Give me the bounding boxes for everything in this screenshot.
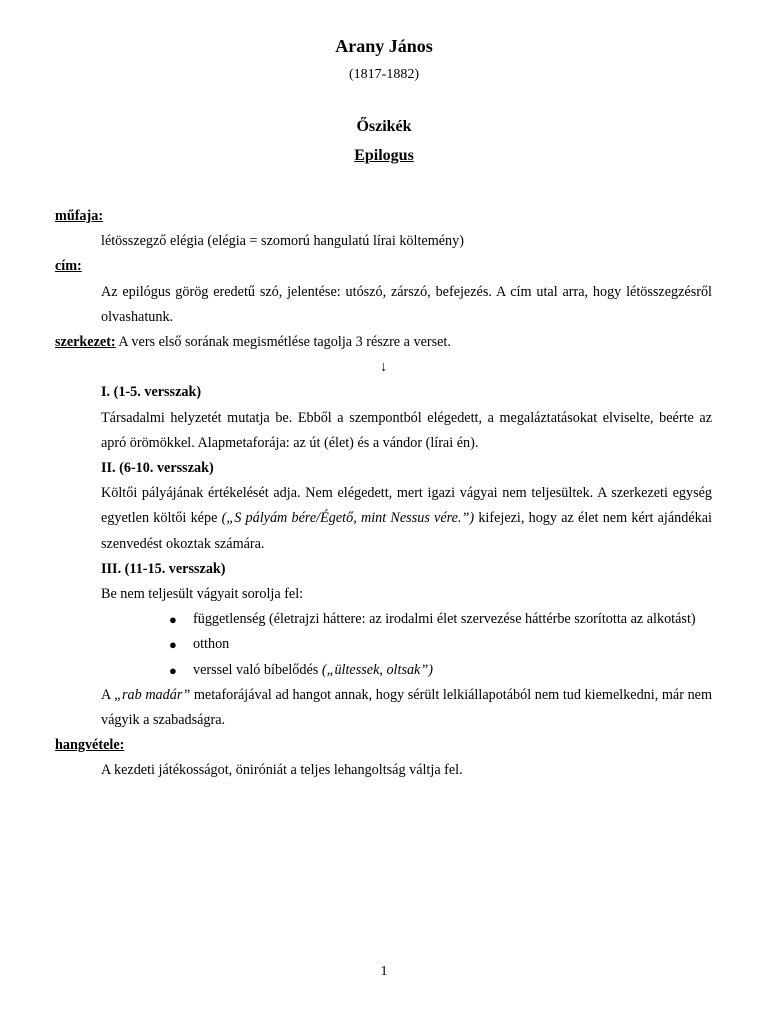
part2-text-a: Költői pályájának értékelését adja. Nem elégedett, mert igazi vágyai nem teljesültek. A szerkezeti egység egyetlen költői képe bbox=[101, 485, 712, 527]
structure-label: szerkezet: bbox=[55, 334, 116, 351]
part3-intro: Be nem teljesült vágyait sorolja fel: bbox=[101, 586, 304, 603]
structure-line bbox=[55, 330, 712, 355]
poem-title: Epilogus bbox=[354, 147, 414, 164]
list-item bbox=[55, 632, 712, 657]
author-years: (1817-1882) bbox=[349, 67, 419, 82]
document-body bbox=[55, 204, 712, 784]
closing-quote: „rab madár” bbox=[114, 686, 191, 703]
bullet-icon: ● bbox=[169, 637, 177, 653]
part3-heading: III. (11-15. versszak) bbox=[101, 560, 226, 577]
title-text: Az epilógus görög eredetű szó, jelentése: utószó, zárszó, befejezés. A cím utal arra, hogy létösszegzésről olvashatunk. bbox=[101, 283, 712, 325]
part2-heading: II. (6-10. versszak) bbox=[101, 460, 214, 477]
part1-heading: I. (1-5. versszak) bbox=[101, 384, 202, 401]
bullet-icon: ● bbox=[169, 662, 177, 678]
bullet-quote: („ültessek, oltsak”) bbox=[321, 661, 433, 678]
tone-text: A kezdeti játékosságot, öniróniát a teljes lehangoltság váltja fel. bbox=[101, 762, 463, 779]
bullet-text: függetlenség (életrajzi háttere: az irodalmi élet szervezése háttérbe szorította az alkotást) bbox=[193, 611, 696, 628]
genre-label: műfaja: bbox=[55, 208, 104, 224]
closing-text bbox=[55, 683, 712, 733]
closing-b: metaforájával ad hangot annak, hogy sérült lelkiállapotából nem tud kiemelkedni, már nem vágyik a szabadságra. bbox=[101, 686, 712, 729]
structure-text: A vers első sorának megismétlése tagolja 3 részre a verset. bbox=[115, 334, 451, 351]
bullet-text: otthon bbox=[193, 636, 230, 653]
title-label: cím: bbox=[55, 258, 82, 275]
closing-a: A bbox=[101, 686, 115, 703]
bullet-text: verssel való bíbelődés bbox=[193, 661, 322, 678]
page-number: 1 bbox=[380, 964, 388, 979]
part2-quote: („S pályám bére/Égető, mint Nessus vére.”) bbox=[221, 510, 475, 527]
bullet-list bbox=[55, 607, 712, 683]
part2-text bbox=[55, 481, 712, 557]
tone-label: hangvétele: bbox=[55, 737, 125, 754]
author-heading: Arany János bbox=[335, 36, 433, 56]
list-item bbox=[55, 607, 712, 632]
bullet-icon: ● bbox=[169, 612, 177, 628]
part2-text-b: kifejezi, hogy az élet nem kért ajándékai szenvedést okoztak számára. bbox=[101, 510, 712, 552]
part1-text: Társadalmi helyzetét mutatja be. Ebből a szempontból elégedett, a megaláztatásokat elviselte, beérte az apró örömökkel. Alapmetaforája: az út (élet) és a vándor (lírai én). bbox=[101, 409, 712, 451]
collection-title: Őszikék bbox=[356, 118, 412, 135]
genre-text: létösszegző elégia (elégia = szomorú hangulatú lírai költemény) bbox=[101, 233, 464, 250]
down-arrow-icon: ↓ bbox=[379, 359, 388, 376]
list-item bbox=[55, 658, 712, 683]
